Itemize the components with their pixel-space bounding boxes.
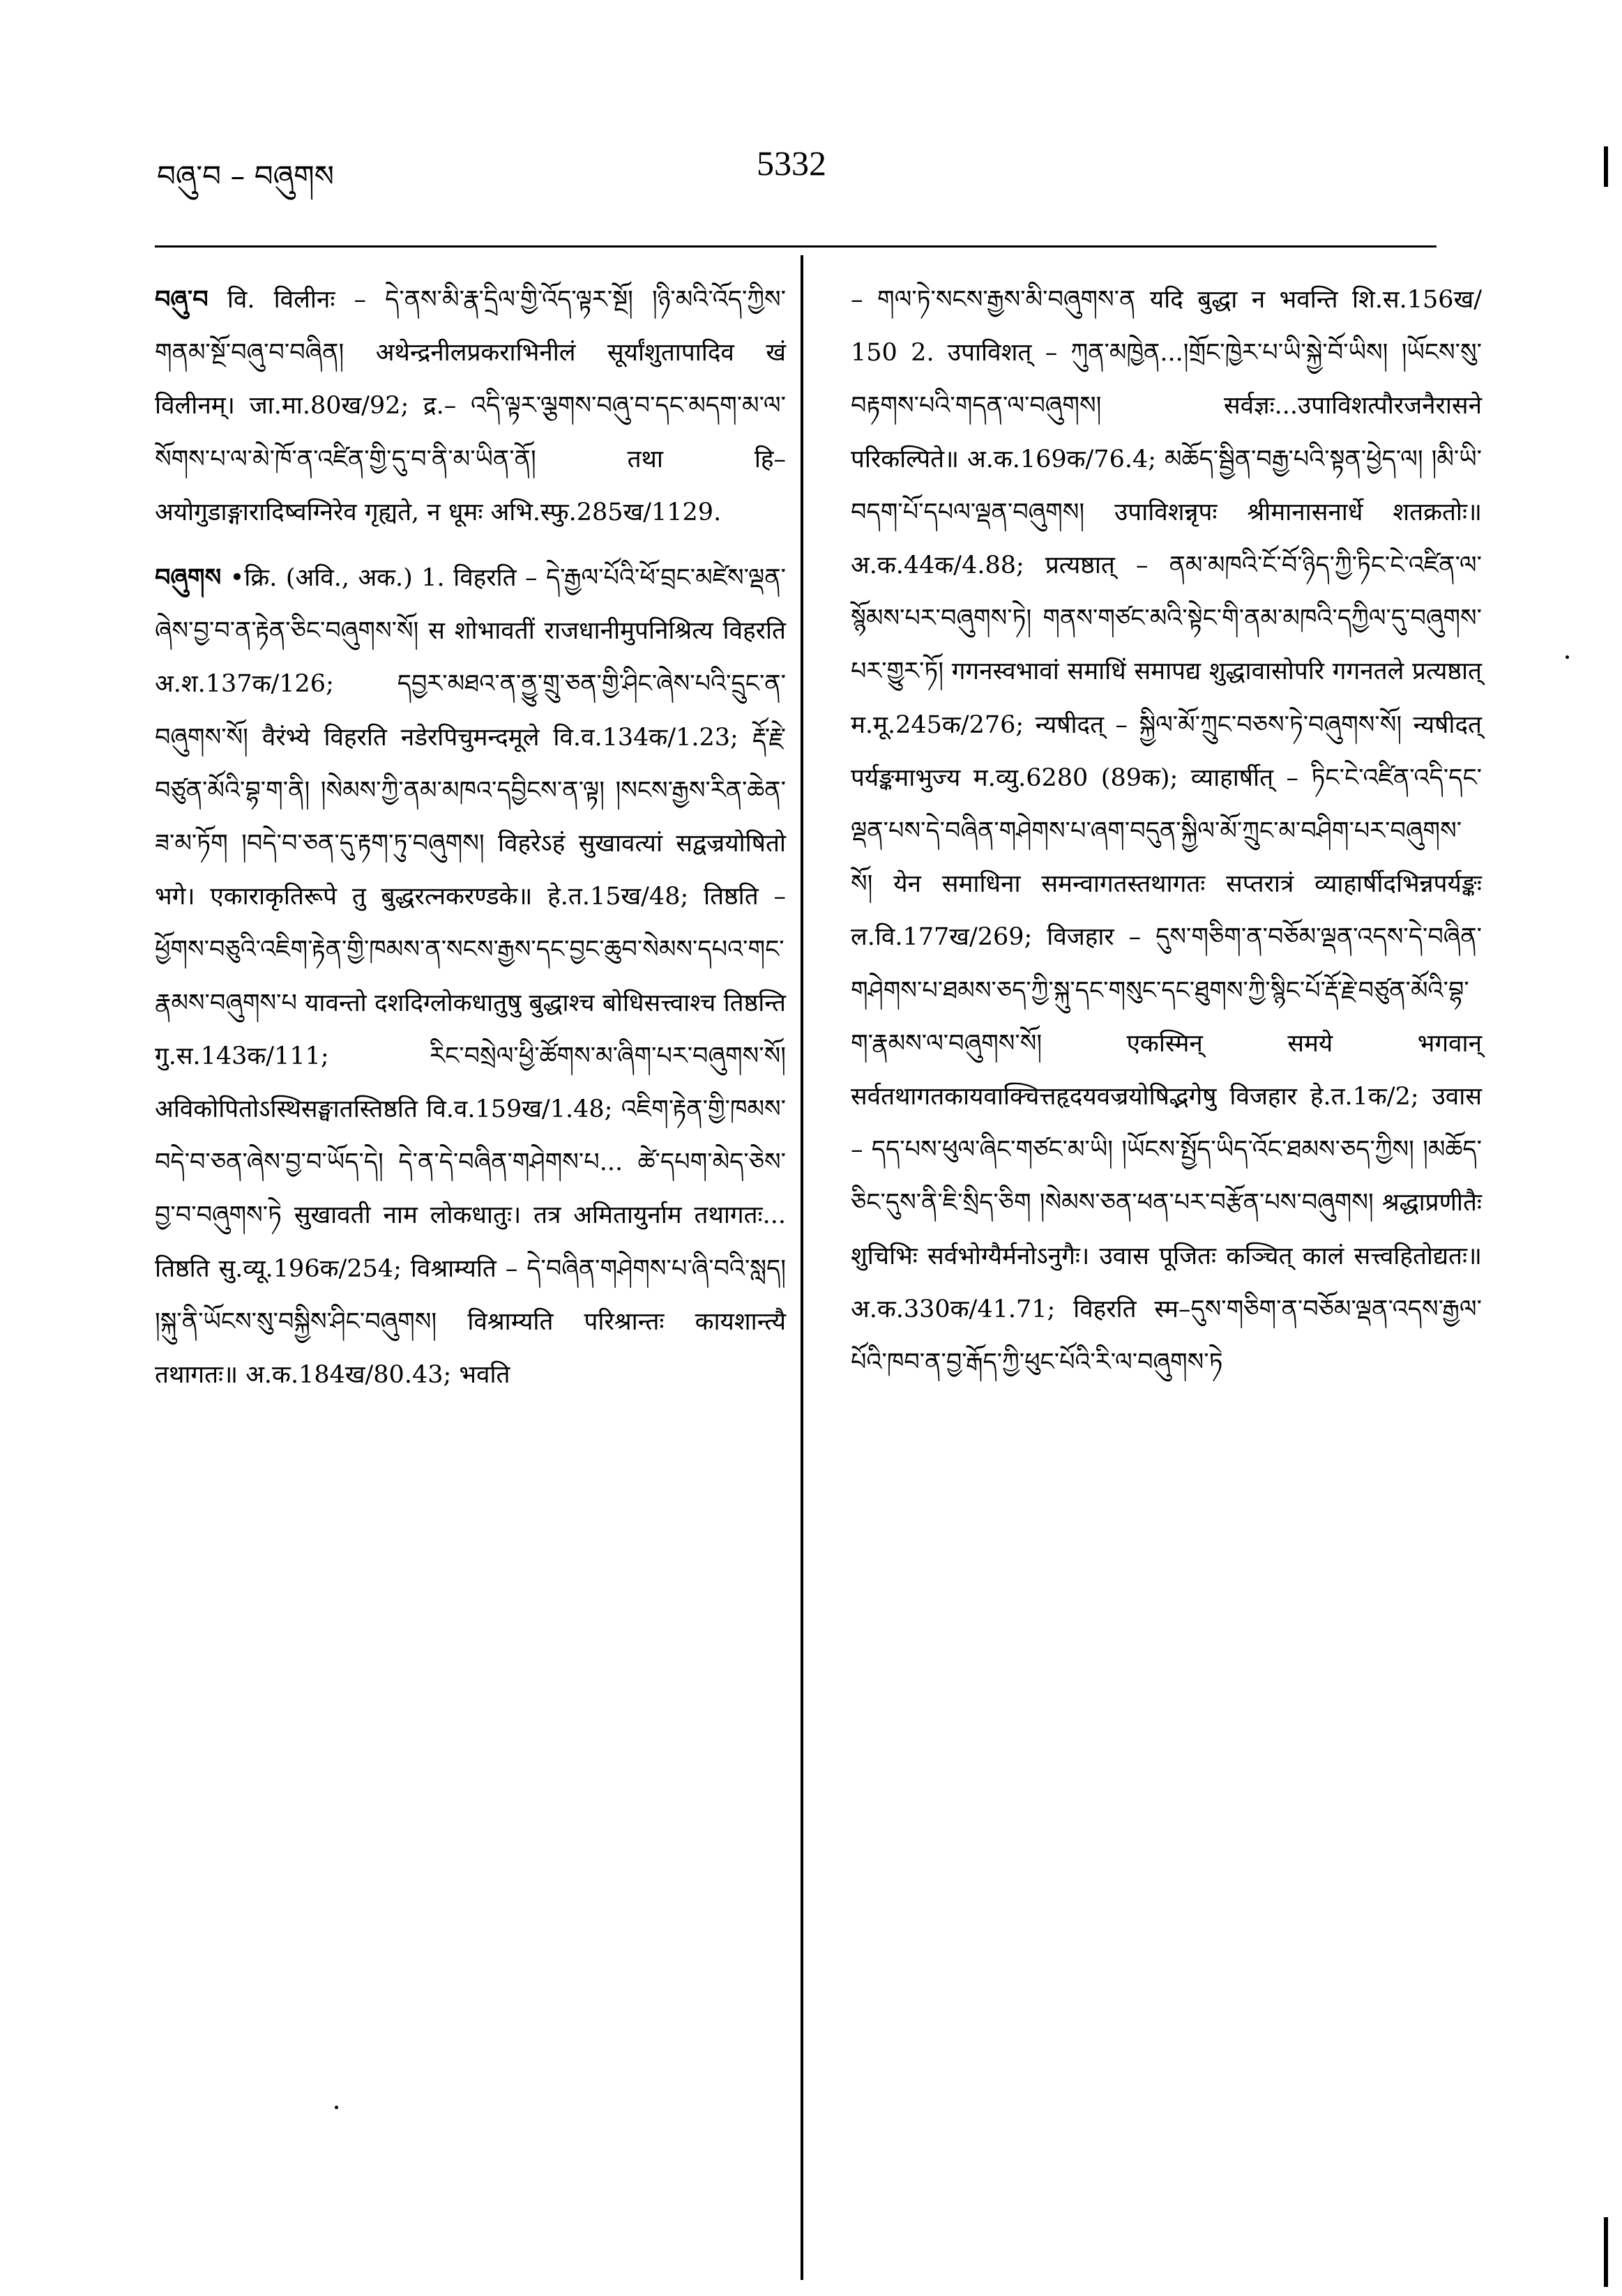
column-divider — [801, 255, 803, 2280]
scan-edge-mark — [1604, 146, 1608, 187]
entry-text: वि. विलीनः – དེ་ནས་མི་རྣ་དྲིལ་གྱི་འོད་ལྟར་སྔོ། །ཉི་མའི་འོད་ཀྱིས་གནམ་སྔོ་བཞུ་བ་བཞིན། अथेन्द्रनीलप्रकराभिनीलं सूर्यांशुतापादिव खं विलीनम्। जा.मा.80ख/92; द्र.– འདི་ལྟར་ལྕགས་བཞུ་བ་དང་མདག་མ་ལ་སོགས་པ་ལ་མེ་ཁོ་ན་འཛིན་གྱི་དུ་བ་ནི་མ་ཡིན་ནོ། तथा हि–अयोगुडाङ्गारादिष्वग्निरेव गृह्यते, न धूमः अभि.स्फु.285ख/1129. — [155, 286, 786, 526]
dictionary-entry-continuation — [851, 273, 1482, 1389]
header-rule — [155, 245, 1437, 248]
scan-edge-mark — [1604, 2217, 1608, 2287]
headword: བཞུ་བ — [155, 285, 209, 314]
entry-text: – གལ་ཏེ་སངས་རྒྱས་མི་བཞུགས་ན यदि बुद्धा न भवन्ति शि.स.156ख/ 150 2. उपाविशत् – ཀུན་མཁྱེན...།གྲོང་ཁྱེར་པ་ཡི་སྐྱེ་བོ་ཡིས། །ཡོངས་སུ་བརྟགས་པའི་གདན་ལ་བཞུགས། सर्वज्ञः...उपाविशत्पौरजनैरासने परिकल्पिते॥ अ.क.169क/76.4; མཆོད་སྦྱིན་བརྒྱ་པའི་སྟན་ཕྱེད་ལ། །མི་ཡི་བདག་པོ་དཔལ་ལྡན་བཞུགས། उपाविशन्नृपः श्रीमानासनार्धे शतक्रतोः॥ अ.क.44क/4.88; प्रत्यष्ठात् – ནམ་མཁའི་ངོ་བོ་ཉིད་ཀྱི་ཏིང་ངེ་འཛིན་ལ་སྙོམས་པར་བཞུགས་ཏེ། གནས་གཙང་མའི་སྟེང་གི་ནམ་མཁའི་དཀྱིལ་དུ་བཞུགས་པར་གྱུར་ཏོ། गगनस्वभावां समाधिं समापद्य शुद्धावासोपरि गगनतले प्रत्यष्ठात् म.मू.245क/276; न्यषीदत् – སྐྱིལ་མོ་ཀྲུང་བཅས་ཏེ་བཞུགས་སོ། न्यषीदत् पर्यङ्कमाभुज्य म.व्यु.6280 (89क); व्याहार्षीत् – ཏིང་ངེ་འཛིན་འདི་དང་ལྡན་པས་དེ་བཞིན་གཤེགས་པ་ཞག་བདུན་སྐྱིལ་མོ་ཀྲུང་མ་བཤིག་པར་བཞུགས་སོ། येन समाधिना समन्वागतस्तथागतः सप्तरात्रं व्याहार्षीदभिन्नपर्यङ्कः ल.वि.177ख/269; विजहार – དུས་གཅིག་ན་བཅོམ་ལྡན་འདས་དེ་བཞིན་གཤེགས་པ་ཐམས་ཅད་ཀྱི་སྐུ་དང་གསུང་དང་ཐུགས་ཀྱི་སྙིང་པོ་རྡོ་རྗེ་བཙུན་མོའི་བྷ་ག་རྣམས་ལ་བཞུགས་སོ། एकस्मिन् समये भगवान् सर्वतथागतकायवाक्चित्तहृदयवज्रयोषिद्भगेषु विजहार हे.त.1क/2; उवास – དད་པས་ཕུལ་ཞིང་གཙང་མ་ཡི། །ཡོངས་སྤྱོད་ཡིད་འོང་ཐམས་ཅད་ཀྱིས། །མཆོད་ཅིང་དུས་ནི་ཇི་སྲིད་ཅིག །སེམས་ཅན་ཕན་པར་བརྩོན་པས་བཞུགས། श्रद्धाप्रणीतैः शुचिभिः सर्वभोग्यैर्मनोऽनुगैः। उवास पूजितः कञ्चित् कालं सत्त्वहितोद्यतः॥ अ.क.330क/41.71; विहरति स्म–དུས་གཅིག་ན་བཅོམ་ལྡན་འདས་རྒྱལ་པོའི་ཁབ་ན་བྱ་རྒོད་ཀྱི་ཕུང་པོའི་རི་ལ་བཞུགས་ཏེ — [851, 286, 1482, 1377]
dictionary-entry — [155, 552, 786, 1401]
scan-speck — [335, 2106, 338, 2109]
page-number: 5332 — [757, 144, 826, 183]
scan-speck — [1566, 655, 1569, 659]
headword: བཞུགས — [155, 563, 222, 593]
dictionary-entry — [155, 273, 786, 539]
left-column — [155, 273, 786, 1414]
entry-text: •क्रि. (अवि., अक.) 1. विहरति – དེ་རྒྱལ་པོའི་ཕོ་བྲང་མཛེས་ལྡན་ཞེས་བྱ་བ་ན་རྟེན་ཅིང་བཞུགས་སོ། स शोभावतीं राजधानीमुपनिश्रित्य विहरति अ.श.137क/126; དབྱར་མཐའ་ན་ནྱུ་གྲུ་ཅན་གྱི་ཤིང་ཞེས་པའི་དྲུང་ན་བཞུགས་སོ། वैरंभ्ये विहरति नडेरपिचुमन्दमूले वि.व.134क/1.23; རྡོ་རྗེ་བཙུན་མོའི་བྷ་ག་ནི། །སེམས་ཀྱི་ནམ་མཁའ་དབྱིངས་ན་ལྟ། །སངས་རྒྱས་རིན་ཆེན་ཟ་མ་ཏོག །བདེ་བ་ཅན་དུ་རྟག་ཏུ་བཞུགས། विहरेऽहं सुखावत्यां सद्वज्रयोषितो भगे। एकाराकृतिरूपे तु बुद्धरत्नकरण्डके॥ हे.त.15ख/48; तिष्ठति – ཕྱོགས་བཅུའི་འཇིག་རྟེན་གྱི་ཁམས་ན་སངས་རྒྱས་དང་བྱང་ཆུབ་སེམས་དཔའ་གང་རྣམས་བཞུགས་པ यावन्तो दशदिग्लोकधातुषु बुद्धाश्च बोधिसत्त्वाश्च तिष्ठन्ति गु.स.143क/111; རིང་བསྲེལ་ཕྱི་ཚོགས་མ་ཞིག་པར་བཞུགས་སོ། अविकोपितोऽस्थिसङ्घातस्तिष्ठति वि.व.159ख/1.48; འཇིག་རྟེན་གྱི་ཁམས་བདེ་བ་ཅན་ཞེས་བྱ་བ་ཡོད་དེ། དེ་ན་དེ་བཞིན་གཤེགས་པ... ཚེ་དཔག་མེད་ཅེས་བྱ་བ་བཞུགས་ཏེ सुखावती नाम लोकधातुः। तत्र अमितायुर्नाम तथागतः... तिष्ठति सु.व्यू.196क/254; विश्राम्यति – དེ་བཞིན་གཤེགས་པ་ཞི་བའི་སླད། །སྐུ་ནི་ཡོངས་སུ་བསྐྱིས་ཤིང་བཞུགས། विश्राम्यति परिश्रान्तः कायशान्त्यै तथागतः॥ अ.क.184ख/80.43; भवति — [155, 564, 786, 1390]
right-column — [851, 273, 1482, 1389]
guide-words: བཞུ་བ – བཞུགས — [157, 159, 335, 193]
page-header — [157, 143, 1468, 192]
